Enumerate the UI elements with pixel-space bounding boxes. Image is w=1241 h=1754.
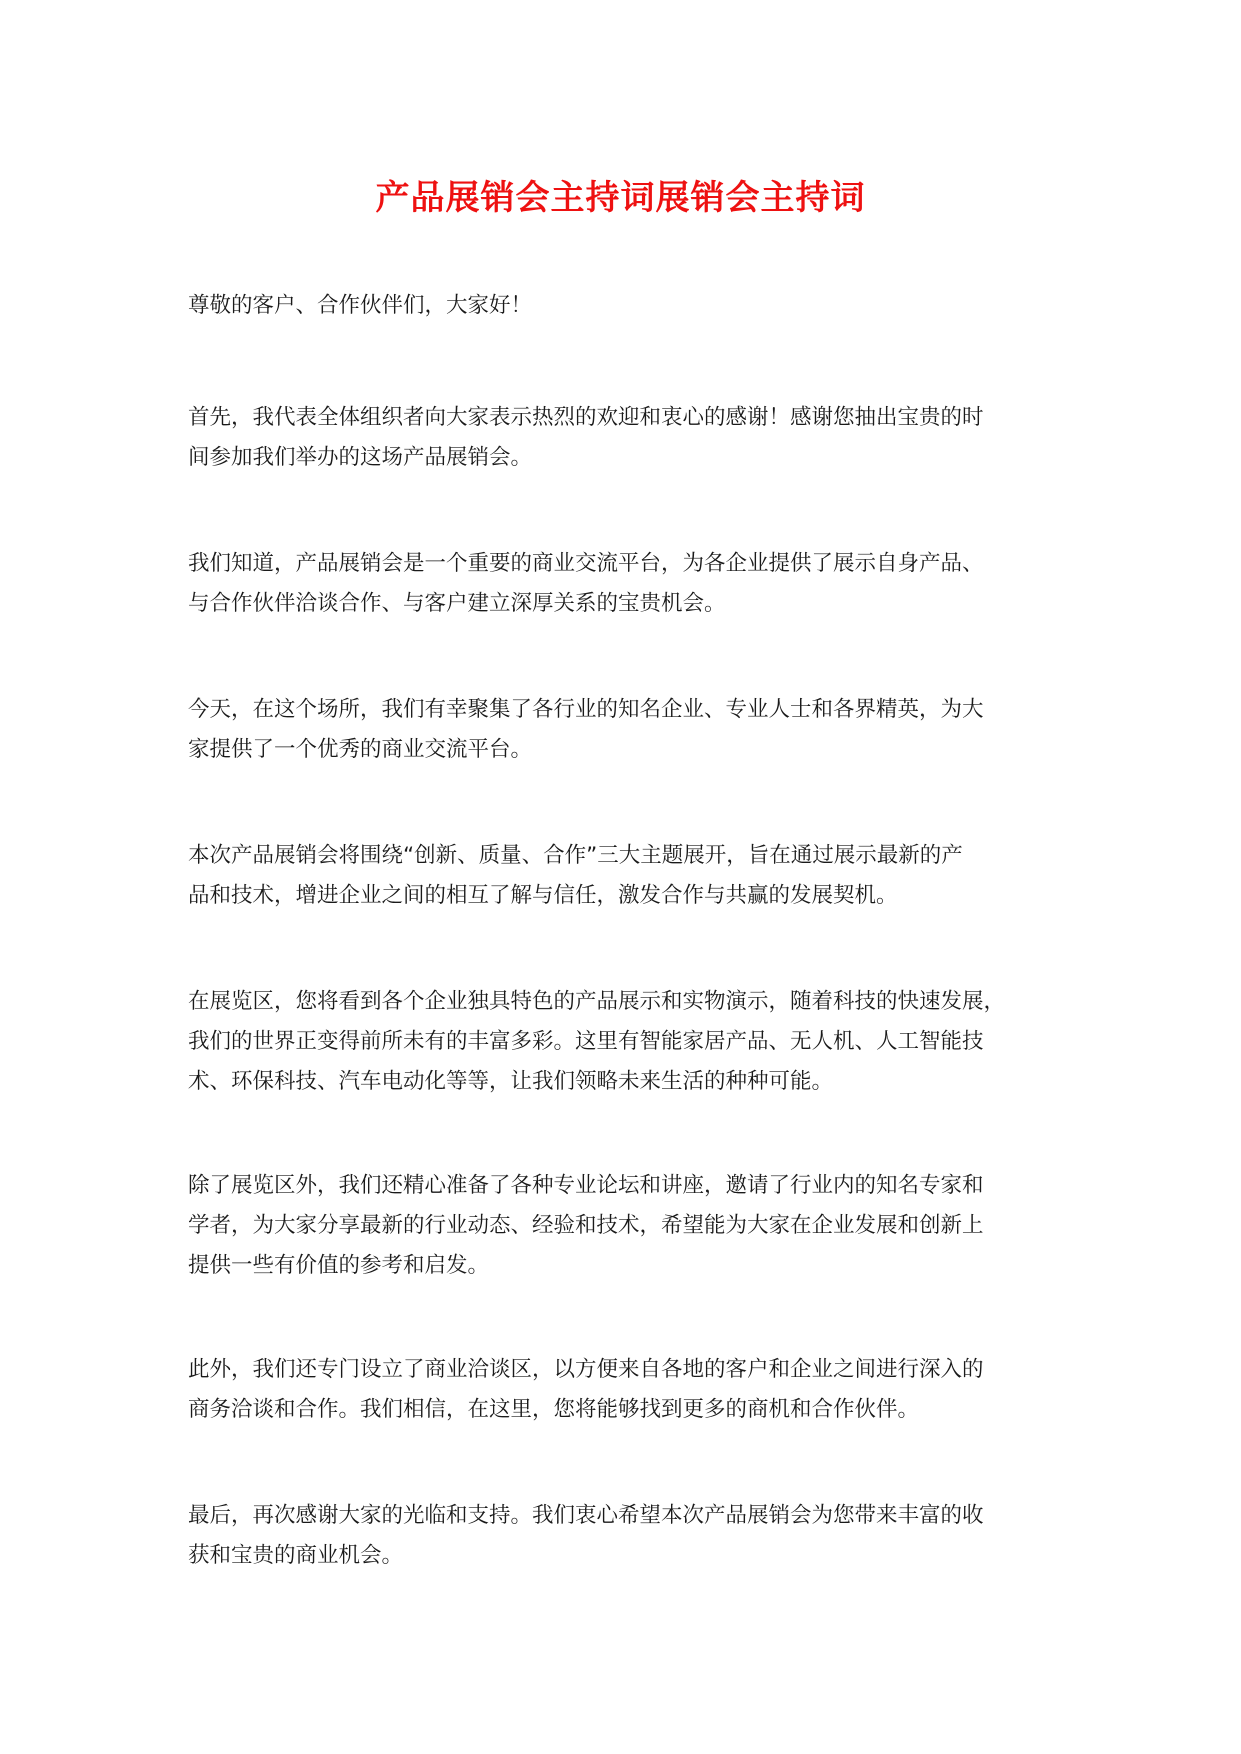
paragraph-line: 商务洽谈和合作。我们相信，在这里，您将能够找到更多的商机和合作伙伴。 (188, 1397, 920, 1422)
paragraph-negotiation (188, 1350, 1088, 1430)
paragraph-line: 首先，我代表全体组织者向大家表示热烈的欢迎和衷心的感谢！感谢您抽出宝贵的时 (188, 405, 984, 430)
paragraph-line: 我们的世界正变得前所未有的丰富多彩。这里有智能家居产品、无人机、人工智能技 (188, 1029, 984, 1054)
paragraph-today (188, 690, 1088, 770)
paragraph-line: 与合作伙伴洽谈合作、与客户建立深厚关系的宝贵机会。 (188, 591, 726, 616)
paragraph-line: 在展览区，您将看到各个企业独具特色的产品展示和实物演示，随着科技的快速发展， (188, 989, 1006, 1014)
paragraph-line: 此外，我们还专门设立了商业洽谈区，以方便来自各地的客户和企业之间进行深入的 (188, 1357, 984, 1382)
paragraph-line: 获和宝贵的商业机会。 (188, 1543, 404, 1568)
paragraph-line: 提供一些有价值的参考和启发。 (188, 1253, 490, 1278)
paragraph-line: 间参加我们举办的这场产品展销会。 (188, 445, 533, 470)
paragraph-line: 学者，为大家分享最新的行业动态、经验和技术，希望能为大家在企业发展和创新上 (188, 1213, 984, 1238)
paragraph-platform (188, 544, 1088, 624)
paragraph-line: 家提供了一个优秀的商业交流平台。 (188, 737, 533, 762)
paragraph-line: 今天，在这个场所，我们有幸聚集了各行业的知名企业、专业人士和各界精英，为大 (188, 697, 984, 722)
paragraph-line: 本次产品展销会将围绕“创新、质量、合作”三大主题展开，旨在通过展示最新的产 (188, 843, 963, 868)
paragraph-line: 术、环保科技、汽车电动化等等，让我们领略未来生活的种种可能。 (188, 1069, 834, 1094)
paragraph-exhibition (188, 982, 1088, 1102)
paragraph-line: 最后，再次感谢大家的光临和支持。我们衷心希望本次产品展销会为您带来丰富的收 (188, 1503, 984, 1528)
paragraph-greeting (188, 286, 1088, 326)
paragraph-line: 除了展览区外，我们还精心准备了各种专业论坛和讲座，邀请了行业内的知名专家和 (188, 1173, 984, 1198)
paragraph-theme (188, 836, 1088, 916)
paragraph-line: 品和技术，增进企业之间的相互了解与信任，激发合作与共赢的发展契机。 (188, 883, 898, 908)
document-title: 产品展销会主持词展销会主持词 (375, 178, 866, 218)
paragraph-line: 我们知道，产品展销会是一个重要的商业交流平台，为各企业提供了展示自身产品、 (188, 551, 984, 576)
paragraph-welcome (188, 398, 1088, 478)
paragraph-forums (188, 1166, 1088, 1286)
paragraph-closing (188, 1496, 1088, 1576)
paragraph-line: 尊敬的客户、合作伙伴们，大家好！ (188, 293, 533, 318)
